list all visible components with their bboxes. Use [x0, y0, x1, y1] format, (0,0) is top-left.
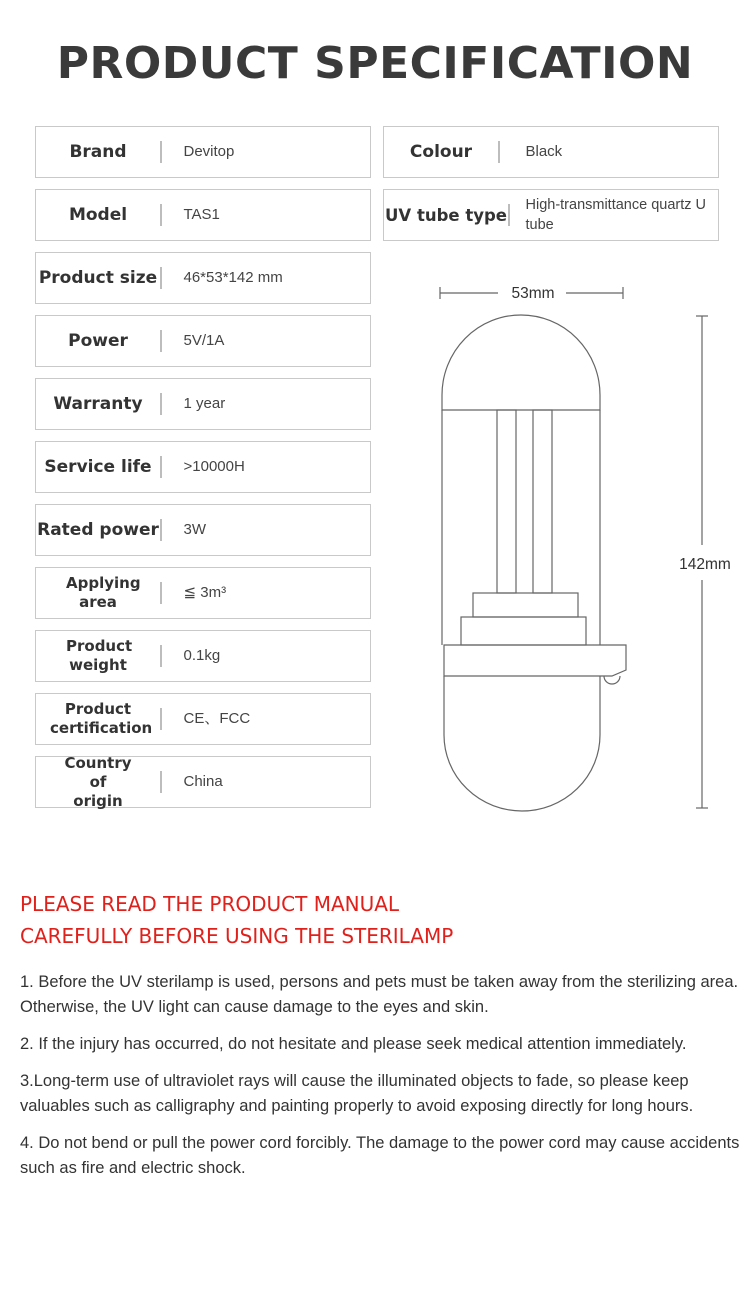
uv-tube-right — [533, 410, 552, 593]
spec-value: TAS1 — [183, 206, 220, 223]
width-label: 53mm — [511, 285, 555, 302]
spec-row-service-life — [35, 441, 371, 493]
spec-label: Model — [68, 204, 128, 225]
lanyard-loop-icon — [604, 676, 620, 684]
lamp-diagram — [400, 270, 740, 820]
spec-value: China — [183, 773, 223, 790]
spec-label: Product size — [38, 267, 158, 288]
spec-label: Brand — [69, 141, 127, 162]
tube-base — [473, 593, 578, 617]
spec-value: >10000H — [183, 458, 245, 475]
note-item: 2. If the injury has occurred, do not hesitate and please seek medical attention immediately. — [20, 1035, 687, 1053]
spec-row-product-certification — [35, 693, 371, 745]
spec-value: 0.1kg — [183, 647, 221, 664]
spec-row-model — [35, 189, 371, 241]
spec-row-applying-area — [35, 567, 371, 619]
spec-label: Product certification — [50, 700, 153, 737]
height-label: 142mm — [679, 556, 731, 573]
uv-tube-left — [497, 410, 516, 593]
spec-value: CE、FCC — [183, 710, 251, 727]
spec-row-uv-tube-type — [383, 189, 719, 241]
spec-label: Power — [68, 330, 128, 351]
warning-heading — [20, 888, 720, 952]
warning-line-2: CAREFULLY BEFORE USING THE STERILAMP — [20, 924, 454, 948]
spec-row-brand — [35, 126, 371, 178]
warning-line-1: PLEASE READ THE PRODUCT MANUAL — [20, 892, 400, 916]
spec-value: ≦ 3m³ — [183, 584, 227, 601]
spec-value: High-transmittance quartz U tube — [525, 197, 707, 233]
lamp-bottom — [444, 676, 600, 811]
note-item: 3.Long-term use of ultraviolet rays will cause the illuminated objects to fade, so please keep valuables such as calligraphy and painting properly to avoid exposing directly for long hours. — [20, 1072, 694, 1115]
spec-value: Devitop — [183, 143, 235, 160]
spec-row-colour — [383, 126, 719, 178]
spec-row-country-of-origin — [35, 753, 371, 810]
spec-value: 1 year — [183, 395, 226, 412]
spec-row-product-weight — [35, 630, 371, 682]
spec-label: Service life — [44, 456, 152, 477]
spec-label: UV tube type — [385, 205, 507, 225]
tube-collar — [461, 617, 586, 645]
spec-label: Warranty — [53, 393, 143, 414]
spec-row-power — [35, 315, 371, 367]
spec-row-product-size — [35, 252, 371, 304]
usage-notes — [20, 970, 740, 1193]
spec-label: Applying area — [66, 574, 141, 611]
lamp-cap — [442, 315, 600, 410]
spec-value: Black — [525, 143, 563, 160]
spec-value: 3W — [183, 521, 206, 538]
spec-label: Rated power — [37, 519, 159, 540]
lamp-ring — [444, 645, 626, 676]
spec-label: Colour — [409, 141, 473, 162]
note-item: 1. Before the UV sterilamp is used, persons and pets must be taken away from the sterilizing area. Otherwise, the UV light can cause damage to the eyes and skin. — [20, 973, 739, 1016]
page-title: PRODUCT SPECIFICATION — [56, 38, 694, 89]
note-item: 4. Do not bend or pull the power cord forcibly. The damage to the power cord may cause accidents such as fire and electric shock. — [20, 1134, 740, 1177]
spec-label: Product weight — [66, 637, 133, 674]
spec-value: 5V/1A — [183, 332, 225, 349]
spec-row-rated-power — [35, 504, 371, 556]
spec-value: 46*53*142 mm — [183, 269, 283, 286]
spec-label: Country of origin — [64, 753, 132, 810]
spec-row-warranty — [35, 378, 371, 430]
